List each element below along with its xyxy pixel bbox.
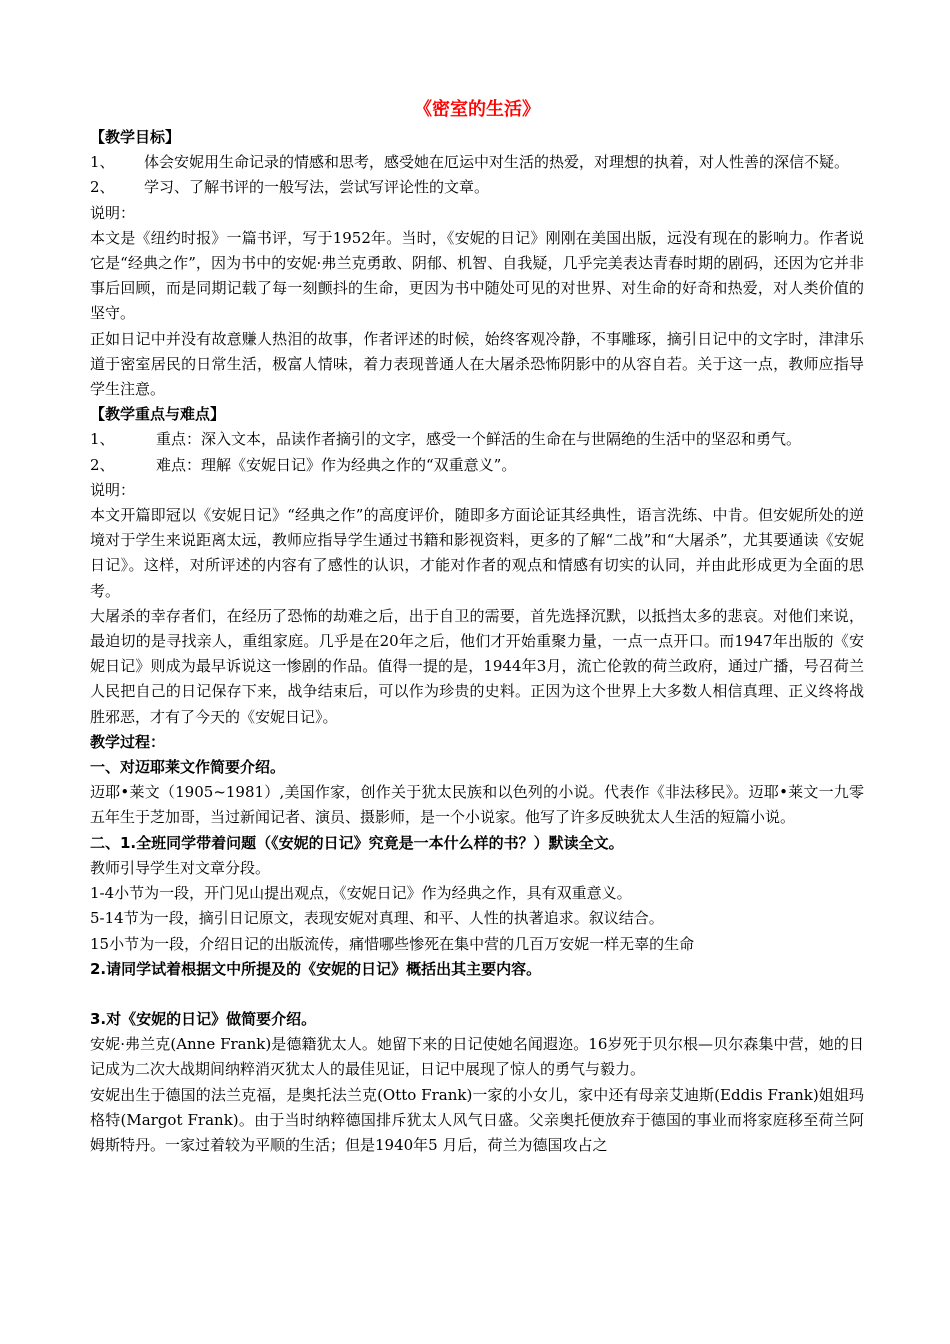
paragraph: 本文开篇即冠以《安妮日记》“经典之作”的高度评价，随即多方面论证其经典性，语言洗练、中肯。但安妮所处的逆境对于学生来说距离太远，教师应指导学生通过书籍和影视资料，更多的了解“二战”和“大屠杀”，尤其要通读《安妮日记》。这样，对所评述的内容有了感性的认识，才能对作者的观点和情感有切实的认同，并由此形成更为全面的思考。: [90, 506, 864, 600]
paragraph: 1-4小节为一段，开门见山提出观点，《安妮日记》作为经典之作，具有双重意义。: [90, 884, 632, 903]
note-label: 说明：: [90, 203, 136, 222]
item-number: 2、: [90, 455, 115, 474]
paragraph: 大屠杀的幸存者们，在经历了恐怖的劫难之后，出于自卫的需要，首先选择沉默，以抵挡太多的悲哀。对他们来说，最迫切的是寻找亲人，重组家庭。几乎是在20年之后，他们才开始重聚力量，一点一点开口。而1947年出版的《安妮日记》则成为最早诉说这一惨剧的作品。值得一提的是，1944年3月，流亡伦敦的荷兰政府，通过广播，号召荷兰人民把自己的日记保存下来，战争结束后，可以作为珍贵的史料。正因为这个世界上大多数人相信真理、正义终将战胜邪恶，才有了今天的《安妮日记》。: [90, 606, 864, 726]
paragraph: 安妮·弗兰克(Anne Frank)是德籍犹太人。她留下来的日记使她名闻遐迩。16岁死于贝尔根—贝尔森集中营，她的日记成为二次大战期间纳粹消灭犹太人的最佳见证，日记中展现了惊人的勇气与毅力。: [90, 1035, 864, 1079]
item-number: 1、: [90, 430, 115, 449]
paragraph: 教师引导学生对文章分段。: [90, 858, 271, 877]
paragraph: 安妮出生于德国的法兰克福，是奥托法兰克(Otto Frank)一家的小女儿，家中还有母亲艾迪斯(Eddis Frank)姐姐玛格特(Margot Frank)。由于当时纳粹德国排斥犹太人风气日盛。父亲奥托便放弃于德国的事业而将家庭移至荷兰阿姆斯特丹。一家过着较为平顺的生活；但是1940年5 月后，荷兰为德国攻占之: [90, 1085, 864, 1154]
item-text: 体会安妮用生命记录的情感和思考，感受她在厄运中对生活的热爱，对理想的执着，对人性善的深信不疑。: [144, 153, 850, 172]
key-point-item-1: [90, 427, 864, 452]
objective-item-2: [90, 175, 864, 200]
paragraph: 迈耶•莱文（1905~1981）,美国作家，创作关于犹太民族和以色列的小说。代表作《非法移民》。迈耶•莱文一九零五年生于芝加哥，当过新闻记者、演员、摄影师，是一个小说家。他写了许多反映犹太人生活的短篇小说。: [90, 783, 864, 827]
section-heading-process: 教学过程：: [90, 732, 166, 751]
section-heading-objectives: 【教学目标】: [90, 128, 181, 146]
key-point-item-2: [90, 453, 864, 478]
item-text: 重点：深入文本，品读作者摘引的文字，感受一个鲜活的生命在与世隔绝的生活中的坚忍和勇气。: [156, 430, 802, 449]
subheading: 一、对迈耶莱文作简要介绍。: [90, 758, 286, 777]
paragraph: 15小节为一段，介绍日记的出版流传，痛惜哪些惨死在集中营的几百万安妮一样无辜的生命: [90, 934, 695, 953]
item-text: 难点：理解《安妮日记》作为经典之作的“双重意义”。: [156, 455, 517, 474]
paragraph: 5-14节为一段，摘引日记原文，表现安妮对真理、和平、人性的执著追求。叙议结合。: [90, 909, 664, 928]
blank-line: [90, 982, 864, 1007]
note-label: 说明：: [90, 480, 136, 499]
paragraph: 正如日记中并没有故意赚人热泪的故事，作者评述的时候，始终客观冷静，不事雕琢，摘引日记中的文字时，津津乐道于密室居民的日常生活，极富人情味，着力表现普通人在大屠杀恐怖阴影中的从容自若。关于这一点，教师应指导学生注意。: [90, 329, 864, 399]
subheading: 二、1.全班同学带着问题（《安妮的日记》究竟是一本什么样的书？）默读全文。: [90, 833, 624, 852]
objective-item-1: [90, 150, 864, 175]
item-number: 1、: [90, 153, 115, 172]
item-text: 学习、了解书评的一般写法，尝试写评论性的文章。: [144, 178, 490, 197]
item-number: 2、: [90, 178, 115, 197]
paragraph: 本文是《纽约时报》一篇书评，写于1952年。当时，《安妮的日记》刚刚在美国出版，远没有现在的影响力。作者说它是“经典之作”，因为书中的安妮·弗兰克勇敢、阴郁、机智、自我疑，几乎完美表达青春时期的剧码，还因为它并非事后回顾，而是同期记载了每一刻颤抖的生命，更因为书中随处可见的对世界、对生命的好奇和热爱，对人类价值的坚守。: [90, 228, 864, 323]
section-heading-key-points: 【教学重点与难点】: [90, 405, 226, 424]
document-title: 《密室的生活》: [414, 99, 540, 120]
subheading: 3.对《安妮的日记》做简要介绍。: [90, 1009, 317, 1028]
subheading: 2.请同学试着根据文中所提及的《安妮的日记》概括出其主要内容。: [90, 959, 542, 978]
